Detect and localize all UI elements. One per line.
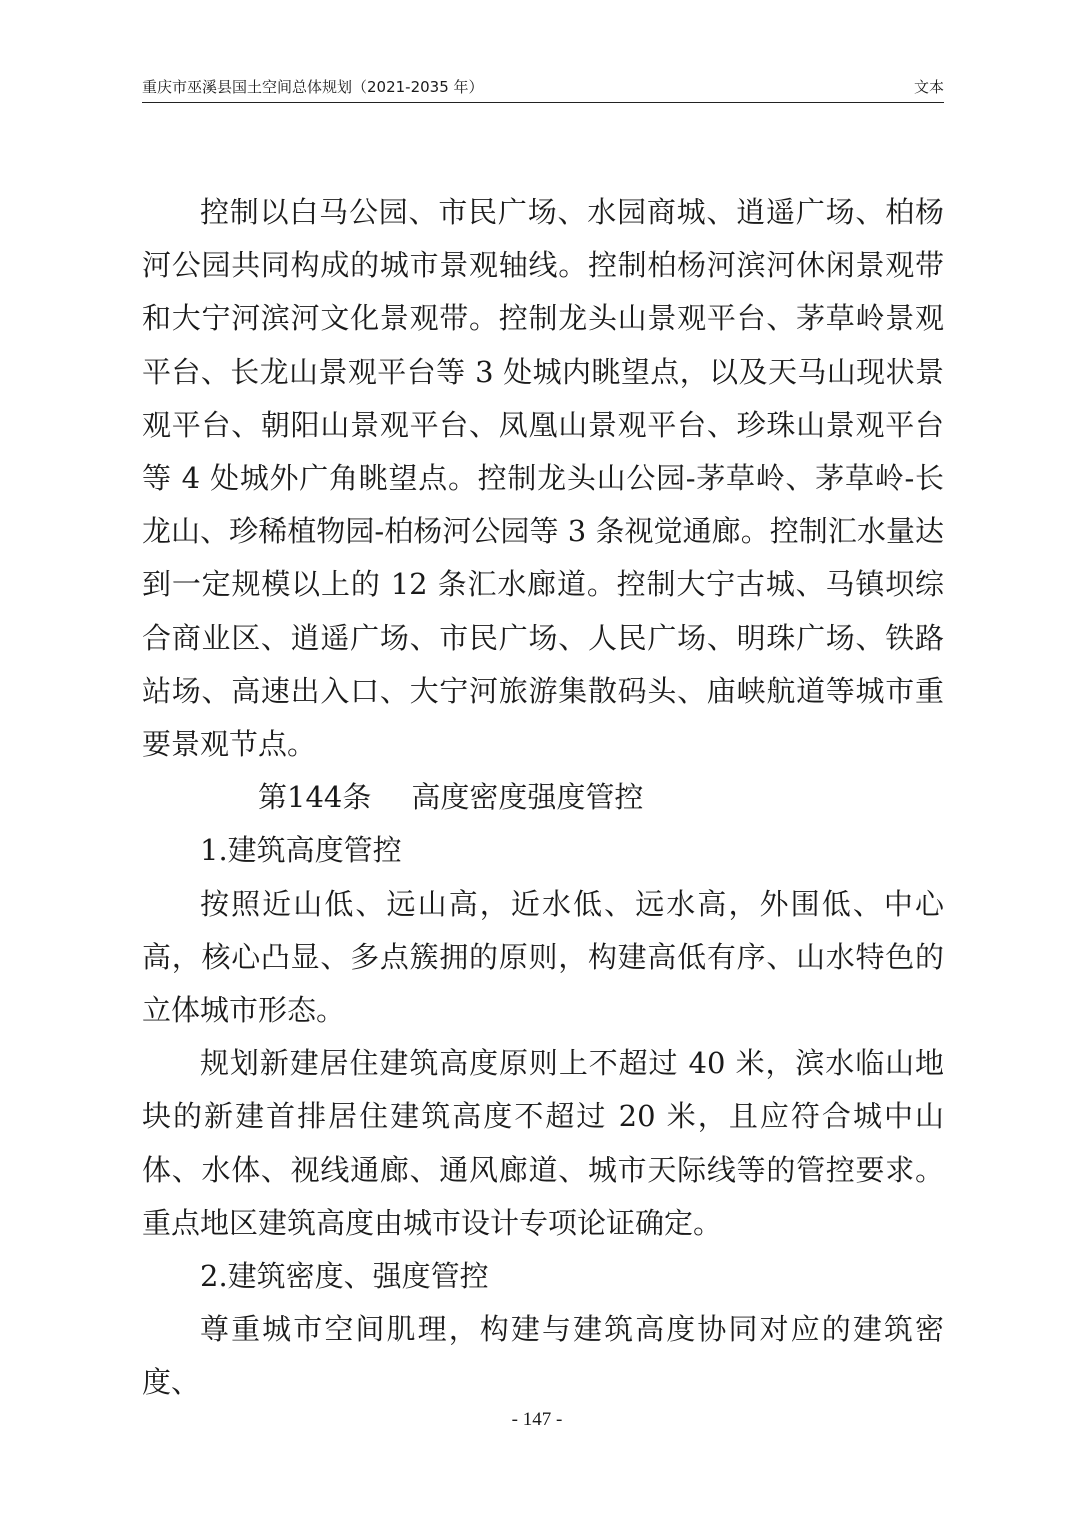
- subsection-heading: 2.建筑密度、强度管控: [200, 1259, 489, 1294]
- subsection-heading: 1.建筑高度管控: [200, 833, 402, 868]
- body-paragraph: 控制以白马公园、市民广场、水园商城、逍遥广场、柏杨河公园共同构成的城市景观轴线。控制柏杨河滨河休闲景观带和大宁河滨河文化景观带。控制龙头山景观平台、茅草岭景观平台、长龙山景观平台等 3 处城内眺望点，以及天马山现状景观平台、朝阳山景观平台、凤凰山景观平台、珍珠山景观平台等 4 处城外广角眺望点。控制龙头山公园-茅草岭、茅草岭-长龙山、珍稀植物园-柏杨河公园等 3 条视觉通廊。控制汇水量达到一定规模以上的 12 条汇水廊道。控制大宁古城、马镇坝综合商业区、逍遥广场、市民广场、人民广场、明珠广场、铁路站场、高速出入口、大宁河旅游集散码头、庙峡航道等城市重要景观节点。: [142, 195, 944, 762]
- article-heading: [142, 771, 944, 824]
- document-title: 重庆市巫溪县国土空间总体规划（2021-2035 年）: [142, 78, 484, 96]
- document-body: [142, 186, 944, 1410]
- page-number: - 147 -: [511, 1409, 563, 1430]
- body-paragraph: 规划新建居住建筑高度原则上不超过 40 米，滨水临山地块的新建首排居住建筑高度不超过 20 米，且应符合城中山体、水体、视线通廊、通风廊道、城市天际线等的管控要求。重点地区建筑高度由城市设计专项论证确定。: [142, 1046, 944, 1240]
- article-number: 第144条: [258, 780, 372, 815]
- body-paragraph: 按照近山低、远山高，近水低、远水高，外围低、中心高，核心凸显、多点簇拥的原则，构建高低有序、山水特色的立体城市形态。: [142, 886, 944, 1028]
- article-title: 高度密度强度管控: [411, 780, 644, 815]
- body-paragraph: 尊重城市空间肌理，构建与建筑高度协同对应的建筑密度、: [142, 1312, 944, 1400]
- section-label: 文本: [913, 78, 944, 96]
- page-header: [142, 76, 944, 103]
